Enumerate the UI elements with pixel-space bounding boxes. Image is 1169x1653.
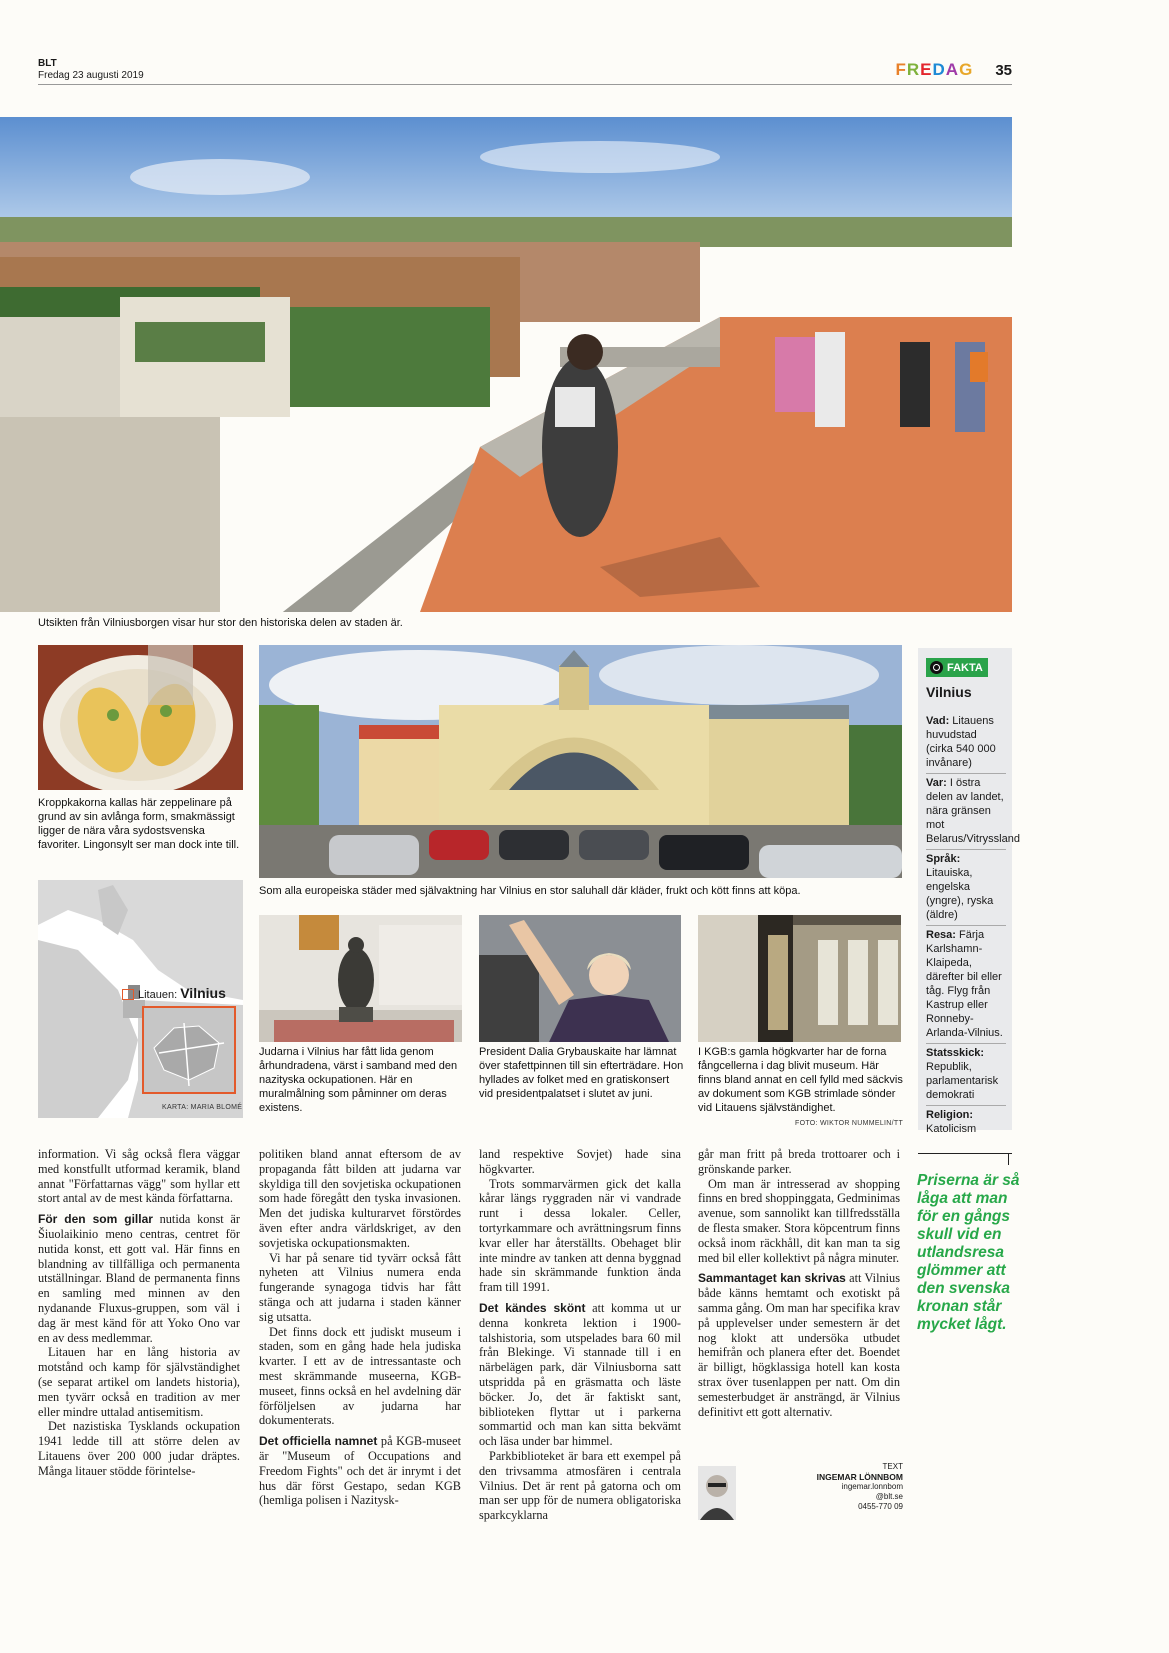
quote-rule xyxy=(918,1153,1012,1154)
article-column-4 xyxy=(698,1147,900,1419)
paragraph: land respektive Sovjet) hade sina högkvarter. xyxy=(479,1147,681,1176)
byline xyxy=(698,1462,903,1524)
kgb-cells-photo xyxy=(698,915,901,1042)
magnifier-icon xyxy=(930,661,943,674)
market-hall-caption: Som alla europeiska städer med självaktning har Vilnius en stor saluhall där kläder, frukt och kött finns att köpa. xyxy=(259,885,801,897)
author-email: ingemar.lonnbom xyxy=(841,1482,903,1491)
byline-label: TEXT xyxy=(882,1462,903,1471)
map-inset-vilnius xyxy=(142,1006,236,1094)
article-column-1 xyxy=(38,1147,240,1479)
paragraph: Det kändes skönt att komma ut ur denna konkreta lektion i 1900-talshistoria, som utspelades bara 60 mil från Blekinge. Vi stannade till i en närbelägen park, där Vilniusborna satt utspridda på en gräsmatta och läste böcker. Jo, det är faktiskt sant, biblioteken flyttar ut i parkerna sommartid och man kan sitta bekvämt och läsa under bar himmel. xyxy=(479,1300,681,1449)
paragraph: För den som gillar nutida konst är Šiuolaikinio meno centras, centret för nutida konst, ett gott val. Här finns en blandning av tillfälliga och permanenta utställningar. Bland de permanenta finns en samling med minnen av den nydanande Fluxus-gruppen, som väl i dag är mest känd för att Yoko Ono var en av dess medlemmar. xyxy=(38,1212,240,1345)
header-divider xyxy=(38,84,1012,85)
hero-photo-vilnius-view xyxy=(0,117,1012,612)
author-phone: 0455-770 09 xyxy=(858,1502,903,1511)
paragraph: Om man är intresserad av shopping finns en bred shoppinggata, Gedminimas avenue, som sannolikt kan tillfredsställa de flesta smaker. Stora köpcentrum finns också inom räckhåll, dit kan man ta sig med bil eller kollektivt på några minuter. xyxy=(698,1176,900,1265)
dumplings-photo xyxy=(38,645,243,790)
map-locator-marker xyxy=(122,989,134,1000)
paragraph: Det finns dock ett judiskt museum i staden, som en gång hade hela judiska kvarter. I ett av de intressantaste och mest skrämmande museerna, KGB-museet, finns också en hel avdelning där förföljelsen av judarna har dokumenterats. xyxy=(259,1324,461,1428)
page-header-left xyxy=(38,58,144,82)
paragraph: Det nazistiska Tysklands ockupation 1941 ledde till att större delen av Litauens över 200 000 judar dräptes. Många litauer stödde förintelse- xyxy=(38,1419,240,1478)
map-label xyxy=(138,985,226,1001)
fakta-title: Vilnius xyxy=(926,684,972,700)
byline-text xyxy=(817,1462,903,1512)
paragraph: information. Vi såg också flera väggar med konstfullt utformad keramik, bland annat "Författarnas vägg" som hyllar ett stort antal av de mest kända författarna. xyxy=(38,1147,240,1206)
fakta-item: Var: I östra delen av landet, nära gränsen mot Belarus/Vitryssland xyxy=(926,774,1006,850)
fakta-item: Vad: Litauens huvudstad (cirka 540 000 invånare) xyxy=(926,712,1006,774)
jewish-mural-caption: Judarna i Vilnius har fått lida genom århundradena, värst i samband med den nazityska ockupationen. Här en muralmålning som påminner om deras existens. xyxy=(259,1046,458,1114)
paragraph: går man fritt på breda trottoarer och i grönskande parker. xyxy=(698,1147,900,1176)
fakta-badge-label: FAKTA xyxy=(947,661,983,674)
fakta-item: Statsskick: Republik, parlamentarisk demokrati xyxy=(926,1044,1006,1106)
fakta-box xyxy=(918,648,1020,1135)
page-number: 35 xyxy=(995,61,1012,79)
paragraph: Det officiella namnet på KGB-museet är "Museum of Occupations and Freedom Fights" och det är inrymt i det hus där först Gestapo, sedan KGB (hemliga polisen i Nazitysk- xyxy=(259,1434,461,1508)
author-email-domain: @blt.se xyxy=(875,1492,903,1501)
article-column-3 xyxy=(479,1147,681,1523)
map-credit: KARTA: MARIA BLOMÉ xyxy=(162,1104,243,1111)
author-avatar xyxy=(698,1466,736,1520)
article-column-2 xyxy=(259,1147,461,1508)
photo-credit: FOTO: WIKTOR NUMMELIN/TT xyxy=(795,1120,904,1127)
author-name: INGEMAR LÖNNBOM xyxy=(816,1472,903,1482)
hero-caption: Utsikten från Vilniusborgen visar hur stor den historiska delen av staden är. xyxy=(38,617,403,629)
market-hall-photo xyxy=(259,645,902,878)
kgb-caption: I KGB:s gamla högkvarter har de forna fångcellerna i dag blivit museum. Här finns bland annat en cell fylld med säckvis av dokument som KGB strimlade sönder vid Litauens självständighet. xyxy=(698,1046,903,1114)
issue-date: Fredag 23 augusti 2019 xyxy=(38,70,144,81)
paragraph: Vi har på senare tid tyvärr också fått nyheten att Vilnius numera enda fungerande synagoga tidvis har fått stänga och att judarna i staden känner sig utsatta. xyxy=(259,1250,461,1324)
fakta-item: Språk: Litauiska, engelska (yngre), ryska (äldre) xyxy=(926,850,1006,926)
paragraph: Sammantaget kan skrivas att Vilnius både känns hemtamt och exotiskt på samma gång. Om man har specifika krav på upplevelser under semestern är det nog klokt att undersöka utbudet hemifrån och planera efter det. Boendet är billigt, högklassiga hotell kan kosta strax över tusenlappen per natt. Om din semesterbudget är ansträngd, är Vilnius definitivt ett gott alternativ. xyxy=(698,1271,900,1419)
dumplings-caption: Kroppkakorna kallas här zeppelinare på grund av sin avlånga form, smakmässigt ligger de nära våra sydostsvenska favoriter. Lingonsylt ser man dock inte till. xyxy=(38,797,240,851)
section-logo: FREDAG xyxy=(895,60,974,79)
president-caption: President Dalia Grybauskaite har lämnat över stafettpinnen till sin efterträdare. Hon hyllades av folket med en gratiskonsert vid presidentpalatset i slutet av juni. xyxy=(479,1046,684,1100)
paragraph: Trots sommarvärmen gick det kalla kårar längs ryggraden när vi vandrade runt i dessa lokaler. Celler, tortyrkammare och avrättningsrum finns kvar eller har återställts. Obehaget blir inte mindre av tanken att denna byggnad hade sin skrämmande funktion ända fram till 1991. xyxy=(479,1176,681,1295)
paragraph: Litauen har en lång historia av motstånd och kamp för självständighet (se separat artikel om landets historia), men tyvärr också en tradition av mer eller mindre uttalad antisemitism. xyxy=(38,1345,240,1419)
paragraph: politiken bland annat eftersom de av propaganda fått bilden att judarna var skyldiga till den sovjetiska ockupationen som hade föregått den tyska invasionen. Men det judiska kulturarvet förstördes även efter andra världskriget, av den sovjetiska ockupationsmakten. xyxy=(259,1147,461,1250)
map-label-country: Litauen: xyxy=(138,989,178,1001)
quote-rule-corner xyxy=(1008,1153,1009,1165)
map-label-city: Vilnius xyxy=(180,985,226,1001)
paragraph: Parkbiblioteket är bara ett exempel på den trivsamma atmosfären i centrala Vilnius. Det är rent på gatorna och om man ser upp för de numera obligatoriska sparkcyklarna xyxy=(479,1448,681,1523)
president-photo xyxy=(479,915,681,1042)
page-header-right xyxy=(896,60,1013,80)
fakta-badge xyxy=(926,658,988,677)
fakta-item: Resa: Färja Karlshamn-Klaipeda, därefter bil eller tåg. Flyg från Kastrup eller Ronneby-Arlanda-Vilnius. xyxy=(926,926,1006,1044)
fakta-item: Religion: Katolicism xyxy=(926,1109,977,1135)
fakta-items xyxy=(926,712,1020,1139)
jewish-mural-photo xyxy=(259,915,462,1042)
pull-quote: Priserna är så låga att man för en gångs skull vid en utlandsresa glömmer att den svenska kronan står mycket lågt. xyxy=(917,1172,1020,1333)
publication-name: BLT xyxy=(38,58,57,69)
